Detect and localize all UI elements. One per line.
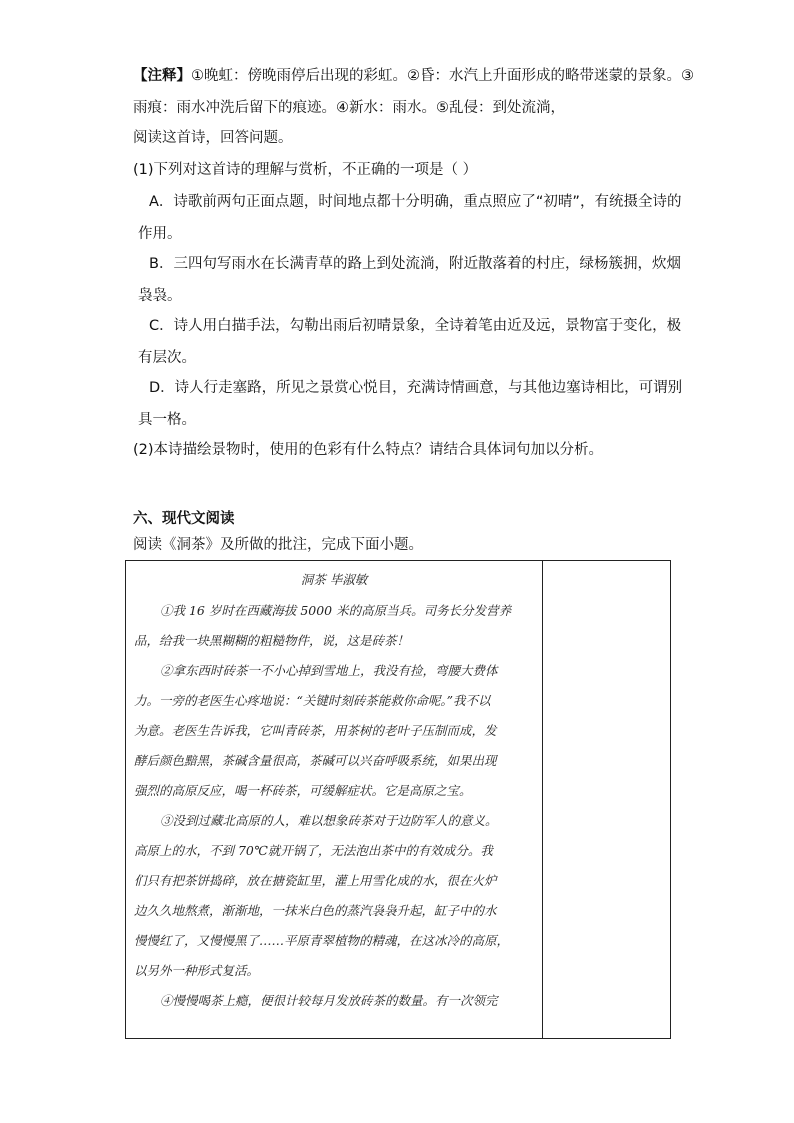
poem-notes-line-1	[133, 66, 694, 86]
option-c-line-2: 有层次。	[138, 350, 196, 366]
essay-line: ③没到过藏北高原的人，难以想象砖茶对于边防军人的意义。	[160, 813, 498, 828]
essay-line: 强烈的高原反应，喝一杯砖茶，可缓解症状。它是高原之宝。	[134, 783, 472, 798]
poem-notes-line-2: 雨痕：雨水冲洗后留下的痕迹。④新水：雨水。⑤乱侵：到处流淌，	[133, 100, 565, 116]
essay-line: 边久久地熬煮，渐渐地，一抹米白色的蒸汽袅袅升起，缸子中的水	[134, 903, 497, 918]
essay-line: 力。一旁的老医生心疼地说：“关键时刻砖茶能救你命呢。”我不以	[134, 693, 491, 708]
notes-label: 【注释】	[133, 68, 191, 84]
option-d-line-2: 具一格。	[138, 412, 196, 428]
option-b-line-2: 袅袅。	[138, 288, 182, 304]
essay-line: 为意。老医生告诉我，它叫青砖茶，用茶树的老叶子压制而成，发	[134, 723, 497, 738]
essay-line: 品，给我一块黑糊糊的粗糙物件，说，这是砖茶！	[134, 633, 410, 648]
essay-table	[125, 560, 671, 1039]
essay-line: 慢慢红了，又慢慢黑了……平原青翠植物的精魂，在这冰冷的高原，	[134, 933, 510, 948]
reading-instruction: 阅读这首诗，回答问题。	[133, 130, 293, 146]
essay-line: ①我 16 岁时在西藏海拔 5000 米的高原当兵。司务长分发营养	[160, 603, 512, 618]
section-instruction: 阅读《洞茶》及所做的批注，完成下面小题。	[133, 537, 423, 553]
essay-line: 以另外一种形式复活。	[134, 963, 260, 978]
option-a-line-2: 作用。	[138, 226, 182, 242]
annotation-cell	[543, 561, 671, 1039]
essay-line: ②拿东西时砖茶一不小心掉到雪地上，我没有捡，弯腰大费体	[160, 663, 498, 678]
essay-line: 酵后颜色黯黑，茶碱含量很高，茶碱可以兴奋呼吸系统，如果出现	[134, 753, 497, 768]
option-a-line-1: A．诗歌前两句正面点题，时间地点都十分明确，重点照应了“初晴”，有统摄全诗的	[149, 194, 682, 210]
question-2-stem: (2)本诗描绘景物时，使用的色彩有什么特点？请结合具体词句加以分析。	[133, 442, 604, 458]
essay-line: 们只有把茶饼捣碎，放在搪瓷缸里，灌上用雪化成的水，很在火炉	[134, 873, 497, 888]
notes-text: ①晚虹：傍晚雨停后出现的彩虹。②昏：水汽上升面形成的略带迷蒙的景象。③	[191, 68, 694, 84]
essay-line: ④慢慢喝茶上瘾，便很计较每月发放砖茶的数量。有一次领完	[160, 993, 498, 1008]
option-b-line-1: B．三四句写雨水在长满青草的路上到处流淌，附近散落着的村庄，绿杨簇拥，炊烟	[149, 256, 681, 272]
section-heading: 六、现代文阅读	[133, 511, 235, 527]
essay-title: 洞茶 毕淑敏	[300, 572, 368, 587]
essay-text-cell	[126, 561, 543, 1039]
essay-line: 高原上的水，不到 70℃就开锅了，无法泡出茶中的有效成分。我	[134, 843, 493, 858]
option-c-line-1: C．诗人用白描手法，勾勒出雨后初晴景象，全诗着笔由近及远，景物富于变化，极	[149, 318, 682, 334]
essay-body	[126, 561, 542, 1038]
option-d-line-1: D．诗人行走塞路，所见之景赏心悦目，充满诗情画意，与其他边塞诗相比，可谓别	[149, 380, 683, 396]
question-1-stem: (1)下列对这首诗的理解与赏析，不正确的一项是（ ）	[133, 162, 478, 178]
